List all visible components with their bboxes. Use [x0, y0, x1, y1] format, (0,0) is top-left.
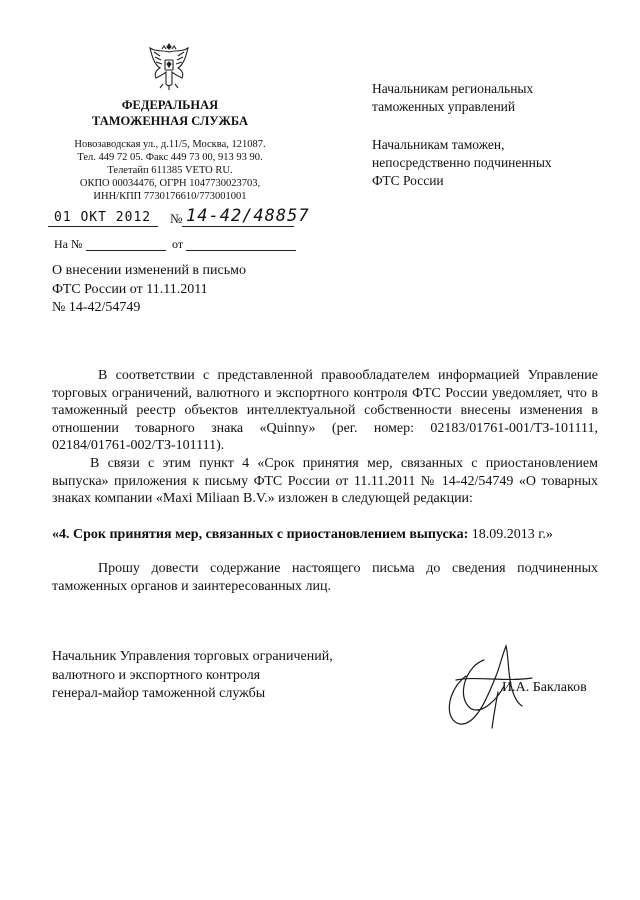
signatory-name: И.А. Баклаков [502, 680, 587, 695]
signatory-title-line: валютного и экспортного контроля [52, 667, 261, 683]
letter-date-stamp: 01 ОКТ 2012 [54, 210, 152, 225]
recipient-group-1 [372, 80, 612, 116]
ref-label: На № [54, 237, 83, 251]
recipient-line: Начальникам региональных [372, 81, 534, 96]
body-paragraph-3 [52, 526, 612, 544]
recipient-group-2 [372, 136, 612, 190]
address-line: ОКПО 00034476, ОГРН 1047730023703, [79, 178, 261, 189]
date-underline [48, 226, 158, 227]
subject-line: О внесении изменений в письмо [52, 263, 246, 278]
address-line: Новозаводская ул., д.11/5, Москва, 121087. [74, 139, 266, 150]
coat-of-arms-emblem [146, 40, 192, 92]
amendment-clause-bold: «4. Срок принятия мер, связанных с приостановлением выпуска: [52, 527, 469, 542]
address-line: Тел. 449 72 05. Факс 449 73 00, 913 93 90. [77, 152, 263, 163]
subject-line: ФТС России от 11.11.2011 [52, 281, 208, 297]
body-paragraph-1: В соответствии с представленной правообладателем информацией Управление торговых ограничений, валютного и экспортного контроля ФТС России уведомляет, что в таможенный реестр объектов интеллектуальной собственности внесены изменения в отношении товарного знака «Quinny» (рег. номер: 02183/01761-001/ТЗ-101111, 02184/01761-002/ТЗ-101111). [52, 368, 598, 454]
number-label: № [170, 211, 183, 226]
ref-number-blank [86, 250, 166, 251]
recipient-line: таможенных управлений [372, 99, 516, 114]
body-paragraph-4: Прошу довести содержание настоящего письма до сведения подчиненных таможенных органов и заинтересованных лиц. [52, 561, 598, 594]
signatory-title-line: Начальник Управления торговых ограничений, [52, 649, 333, 664]
address-line: Телетайп 611385 VETO RU. [107, 165, 233, 176]
letter-subject [52, 262, 352, 318]
signatory-title [52, 648, 392, 704]
recipient-line: непосредственно подчиненных [372, 155, 552, 170]
amendment-clause-date: 18.09.2013 г.» [468, 527, 553, 542]
address-line: ИНН/КПП 7730176610/773001001 [93, 191, 247, 202]
recipient-line: ФТС России [372, 173, 444, 188]
ref-from-label: от [172, 237, 184, 251]
number-underline [182, 226, 294, 227]
signatory-title-line: генерал-майор таможенной службы [52, 686, 266, 701]
org-name-line1: ФЕДЕРАЛЬНАЯ [121, 98, 219, 112]
body-paragraph-2: В связи с этим пункт 4 «Срок принятия мер, связанных с приостановлением выпуска» приложения к письму ФТС России от 11.11.2011 № 14-42/54749 «О товарных знаках компании «Maxi Miliaan B.V.» изложен в следующей редакции: [52, 456, 598, 507]
subject-line: № 14-42/54749 [52, 300, 141, 315]
recipient-line: Начальникам таможен, [372, 137, 505, 152]
org-name-line2: ТАМОЖЕННАЯ СЛУЖБА [92, 114, 248, 128]
ref-date-blank [186, 250, 296, 251]
letter-number-handwritten: 14-42/48857 [186, 206, 310, 226]
